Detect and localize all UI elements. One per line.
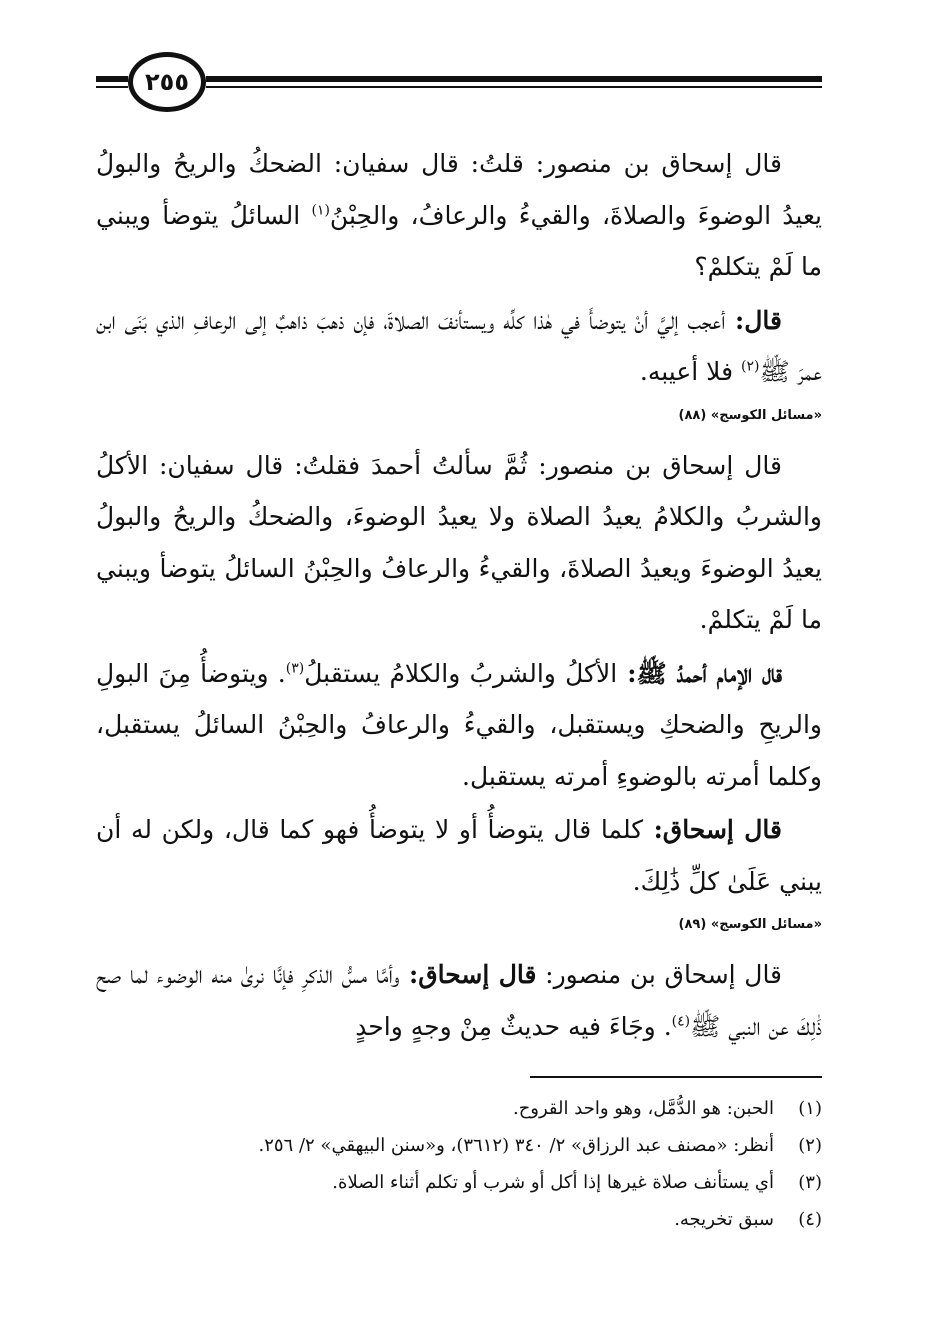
body-paragraph: [96, 949, 822, 1052]
main-text: [96, 138, 822, 1054]
footnote-number: (٣): [798, 1172, 822, 1193]
footnote-number: (٢): [798, 1135, 822, 1156]
footnote-separator: [530, 1076, 822, 1078]
footnote: [96, 1164, 822, 1201]
footnote: [96, 1127, 822, 1164]
footnote-text: أي يستأنف صلاة غيرها إذا أكل أو شرب أو تكلم أثناء الصلاة.: [332, 1172, 774, 1193]
page-number-badge: [128, 52, 206, 112]
footnote-reference: (٤): [671, 1013, 691, 1030]
footnote: [96, 1201, 822, 1238]
header-rule-thick: [206, 76, 822, 82]
footnote-text: أنظر: «مصنف عبد الرزاق» ٢/ ٣٤٠ (٣٦١٢)، و«سنن البيهقي» ٢/ ٢٥٦.: [258, 1135, 774, 1156]
source-citation: «مسائل الكوسج» (٨٩): [678, 917, 822, 932]
source-citation: «مسائل الكوسج» (٨٨): [678, 407, 822, 423]
paragraph-text: الأكلُ والشربُ والكلامُ يستقبلُ: [304, 658, 618, 688]
paragraph-text: . ويتوضأُ مِنَ البولِ والريحِ والضحكِ ويستقبل، والقيءُ والرعافُ والحِبْنُ السائلُ يستقبل، وكلما أمرته بالوضوءِ أمرته يستقبل.: [96, 658, 822, 791]
footnote-reference: (١): [311, 202, 330, 219]
page-header: [96, 52, 822, 116]
header-rule-left-thin: [96, 86, 128, 88]
speaker-label: قال:: [725, 305, 783, 335]
footnote-reference: (٢): [740, 358, 760, 375]
footnote-number: (١): [798, 1098, 822, 1119]
header-rule-left-thick: [96, 76, 128, 82]
paragraph-text: أعجب إليَّ أنْ يتوضأَ في هٰذا كلِّه ويستأنفَ الصلاةَ، فإن ذهبَ ذاهبٌ إلى الرعافِ الذي بَنَى ابن عمرَ ﷺ: [96, 305, 822, 386]
page-number: ٢٥٥: [145, 68, 189, 96]
paragraph-text: السائلُ يتوضأ ويبني ما لَمْ يتكلمْ؟: [96, 200, 822, 281]
speaker-label: قال الإمام أحمدُ ﷺ:: [617, 658, 782, 688]
paragraph-text: كلما قال يتوضأُ أو لا يتوضأُ فهو كما قال، ولكن له أن يبني عَلَىٰ كلِّ ذَٰلِكَ.: [96, 815, 822, 896]
speaker-label: قال إسحاق:: [643, 815, 782, 844]
body-paragraph: [96, 648, 822, 803]
footnote-text: سبق تخريجه.: [674, 1209, 774, 1230]
body-paragraph: [96, 138, 822, 293]
body-paragraph: [96, 295, 822, 398]
speaker-label: قال إسحاق:: [399, 960, 537, 989]
paragraph-text: قال إسحاق بن منصور: قلتُ: قال سفيان: الضحكُ والريحُ والبولُ يعيدُ الوضوءَ والصلاةَ، والقيءُ والرعافُ، والحِبْنُ: [96, 149, 822, 230]
paragraph-text: قال إسحاق بن منصور:: [536, 960, 783, 989]
footnotes: [96, 1090, 822, 1238]
footnote-text: الحبن: هو الدُّمَّل، وهو واحد القروح.: [512, 1098, 774, 1119]
footnote-reference: (٣): [285, 660, 305, 677]
paragraph-text: فلا أعيبه.: [639, 357, 741, 386]
paragraph-text: وأمَّا مسُّ الذكرِ فإنَّا نرىٰ منه الوضوء لما صح ذَٰلِكَ عن النبي ﷺ: [96, 960, 822, 1041]
header-rule-thin: [206, 86, 822, 88]
paragraph-text: قال إسحاق بن منصور: ثُمَّ سألتُ أحمدَ فقلتُ: قال سفيان: الأكلُ والشربُ والكلامُ يعيدُ الصلاة ولا يعيدُ الوضوءَ، والضحكُ والريحُ والبولُ يعيدُ الوضوءَ ويعيدُ الصلاةَ، والقيءُ والرعافُ والحِبْنُ السائلُ يتوضأ ويبني ما لَمْ يتكلمْ.: [96, 450, 822, 634]
body-paragraph: [96, 804, 822, 907]
paragraph-text: . وجَاءَ فيه حديثٌ مِنْ وجهٍ واحدٍ: [355, 1011, 672, 1041]
footnote-number: (٤): [798, 1209, 822, 1230]
body-paragraph: [96, 440, 822, 646]
footnote: [96, 1090, 822, 1127]
